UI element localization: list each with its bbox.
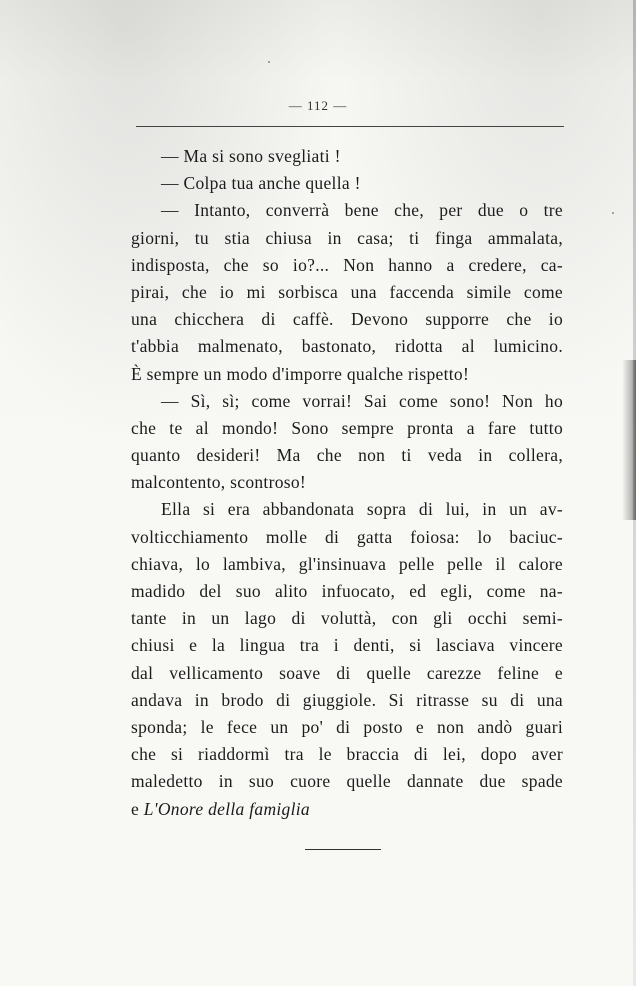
text-line: andava in brodo di giuggiole. Si ritrasse su di una [131, 689, 563, 710]
text-line: pirai, che io mi sorbisca una faccenda simile come [131, 281, 563, 302]
page-edge-shadow [622, 360, 636, 520]
text-line: che si riaddormì tra le braccia di lei, dopo aver [131, 744, 563, 765]
text-line: indisposta, che so io?... Non hanno a credere, ca- [131, 254, 563, 275]
final-line-prefix: e [131, 798, 140, 819]
text-line: maledetto in suo cuore quelle dannate due spade [131, 771, 563, 792]
text-line: — Intanto, converrà bene che, per due o tre [161, 200, 563, 221]
text-line: chiusi e la lingua tra i denti, si lasciava vincere [131, 635, 563, 656]
text-line: giorni, tu stia chiusa in casa; ti finga ammalata, [131, 227, 563, 248]
paper-speck [268, 61, 270, 63]
text-line: sponda; le fece un po' di posto e non andò guari [131, 716, 563, 737]
text-line: t'abbia malmenato, bastonato, ridotta al lumicino. [131, 336, 563, 357]
text-line: È sempre un modo d'imporre qualche rispetto! [131, 363, 470, 384]
header-rule [136, 126, 564, 127]
paper-speck [612, 212, 614, 214]
text-line: Ella si era abbandonata sopra di lui, in un av- [161, 499, 563, 520]
book-title: L'Onore della famiglia [143, 798, 310, 819]
text-line: una chicchera di caffè. Devono supporre che io [131, 309, 563, 330]
text-line: — Ma si sono svegliati ! [161, 146, 341, 166]
text-line: volticchiamento molle di gatta foiosa: lo baciuc- [131, 526, 563, 547]
text-line: che te al mondo! Sono sempre pronta a fare tutto [131, 417, 563, 438]
text-line: dal vellicamento soave di quelle carezze feline e [131, 662, 563, 683]
text-line: madido del suo alito infuocato, ed egli, come na- [131, 581, 563, 601]
text-line: quanto desideri! Ma che non ti veda in collera, [131, 445, 563, 466]
text-line: — Colpa tua anche quella ! [161, 173, 361, 194]
text-line: — Sì, sì; come vorrai! Sai come sono! Non ho [161, 390, 563, 411]
body-text [131, 143, 563, 823]
text-line [131, 796, 563, 823]
text-line: tante in un lago di voluttà, con gli occhi semi- [131, 608, 563, 629]
end-rule [305, 849, 381, 850]
text-line: malcontento, scontroso! [131, 472, 307, 493]
page-number: — 112 — [288, 98, 348, 113]
text-line: chiava, lo lambiva, gl'insinuava pelle pelle il calore [131, 553, 563, 574]
